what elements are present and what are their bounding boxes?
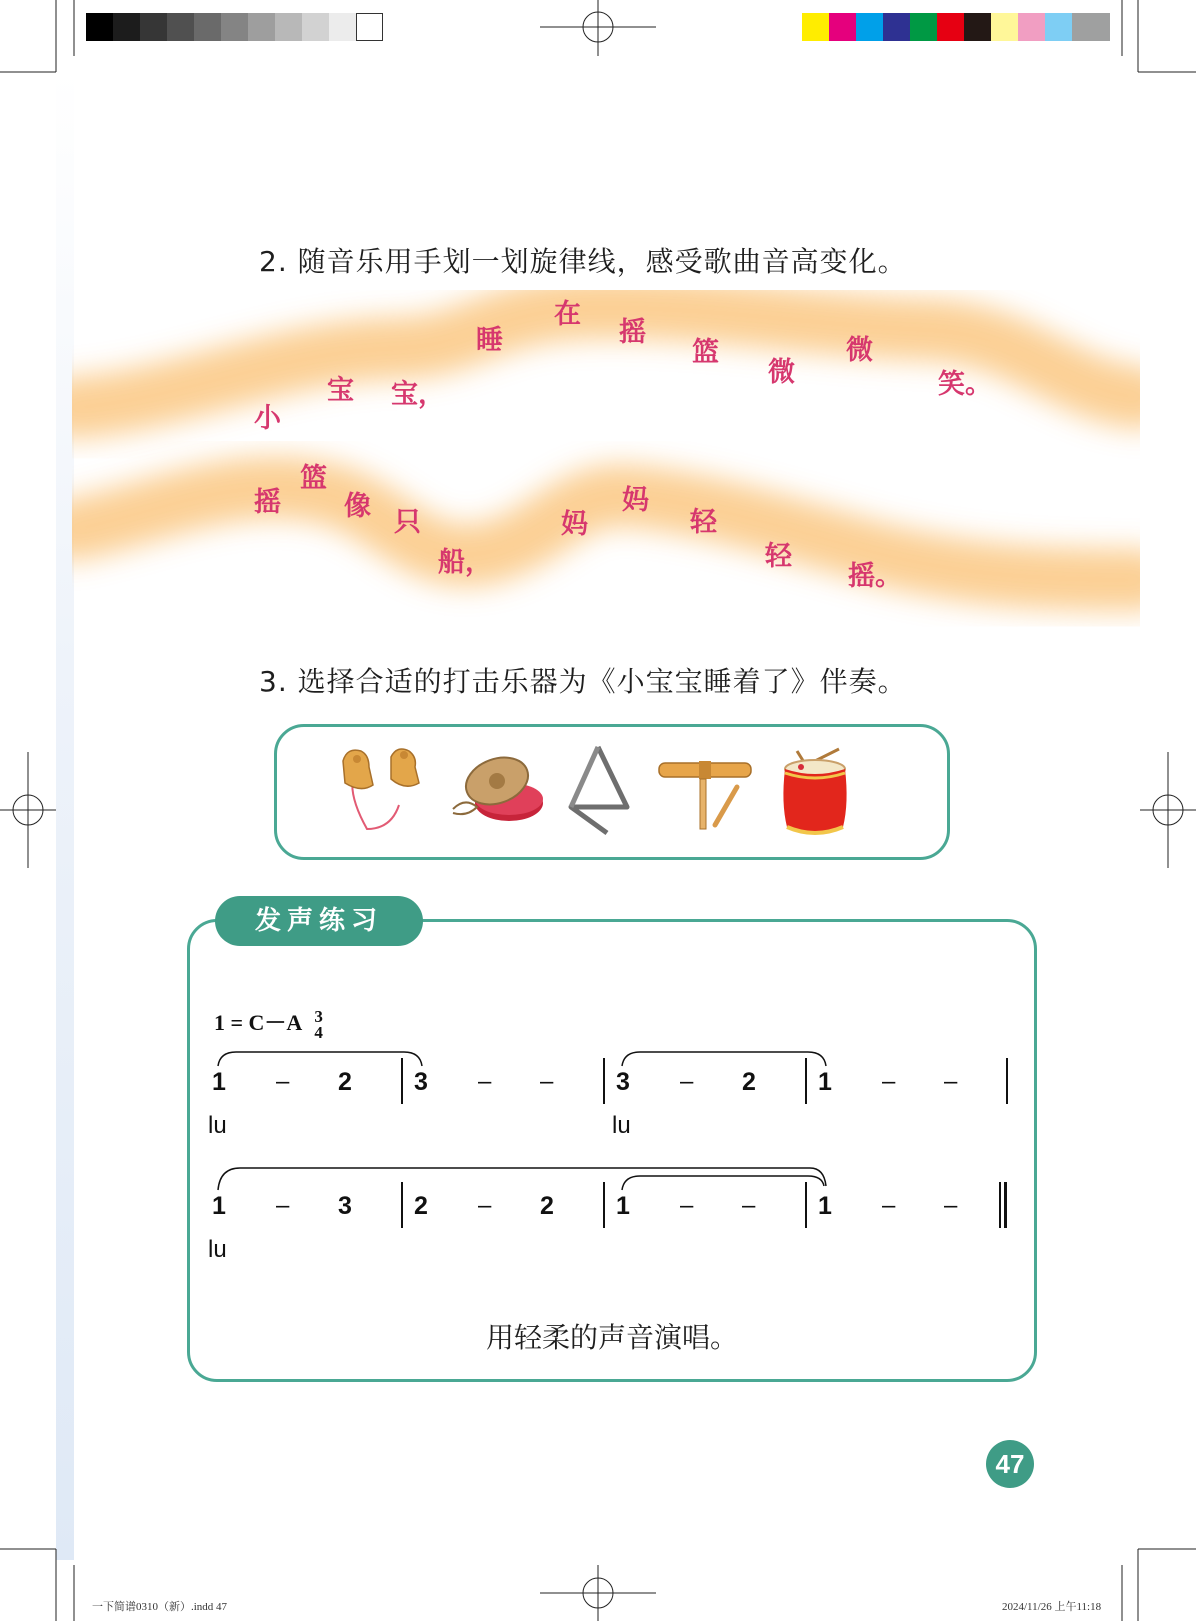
bar-line [401, 1182, 403, 1228]
note-dash: – [276, 1192, 290, 1219]
note: 2 [742, 1068, 756, 1096]
note-dash: – [944, 1192, 958, 1219]
lyric-char: 在 [554, 299, 581, 330]
note: 3 [414, 1068, 428, 1096]
lyric-char: 摇 [254, 487, 281, 518]
bar-line [603, 1058, 605, 1104]
note: 2 [414, 1192, 428, 1220]
note: 3 [616, 1068, 630, 1096]
note-dash: – [882, 1192, 896, 1219]
lyric-char: 小 [254, 403, 281, 434]
note-dash: – [540, 1068, 554, 1095]
bar-line [805, 1058, 807, 1104]
section-2-heading: 2. 随音乐用手划一划旋律线，感受歌曲音高变化。 [259, 245, 907, 278]
note-dash: – [478, 1068, 492, 1095]
lyric-char: 篮 [692, 337, 719, 368]
syllable: lu [612, 1112, 631, 1139]
bar-line [1006, 1058, 1008, 1104]
section-3-heading: 3. 选择合适的打击乐器为《小宝宝睡着了》伴奏。 [259, 665, 907, 698]
lyric-char: 妈 [622, 485, 649, 516]
lyric-char: 摇 [619, 317, 646, 348]
note-dash: – [742, 1192, 756, 1219]
note-dash: – [882, 1068, 896, 1095]
note-dash: – [680, 1068, 694, 1095]
note-dash: – [478, 1192, 492, 1219]
note-dash: – [944, 1068, 958, 1095]
syllable: lu [208, 1236, 227, 1263]
note: 1 [616, 1192, 630, 1220]
lyric-char: 笑。 [938, 369, 992, 400]
singing-instruction: 用轻柔的声音演唱。 [485, 1321, 738, 1354]
lyric-char: 宝 [327, 375, 354, 406]
note: 1 [212, 1068, 226, 1096]
note: 2 [338, 1068, 352, 1096]
lyric-char: 像 [344, 491, 371, 522]
lyric-char: 轻 [765, 541, 792, 572]
lyric-char: 微 [768, 357, 795, 388]
note: 1 [212, 1192, 226, 1220]
bar-line [603, 1182, 605, 1228]
syllable: lu [208, 1112, 227, 1139]
lyric-char: 妈 [561, 509, 588, 540]
lyric-char: 睡 [476, 325, 503, 356]
final-bar-line-thin [999, 1182, 1001, 1228]
time-bottom: 4 [314, 1022, 323, 1042]
note: 1 [818, 1192, 832, 1220]
lyric-char: 轻 [690, 507, 717, 538]
lyric-char: 摇。 [848, 561, 902, 592]
slug-file-info: 一下简谱0310（新）.indd 47 [92, 1601, 228, 1613]
note: 3 [338, 1192, 352, 1220]
final-bar-line-thick [1004, 1182, 1007, 1228]
lyric-char: 微 [846, 335, 873, 366]
page-number: 47 [986, 1440, 1034, 1488]
key-text: 1 = C－A [214, 1010, 303, 1035]
bar-line [805, 1182, 807, 1228]
bar-line [401, 1058, 403, 1104]
slug-timestamp: 2024/11/26 上午11:18 [1002, 1601, 1102, 1613]
lyric-char: 宝， [391, 379, 445, 410]
lyric-char: 篮 [300, 463, 327, 494]
lyric-char: 船， [438, 547, 492, 578]
lyric-char: 只 [394, 507, 421, 538]
note-dash: – [276, 1068, 290, 1095]
note: 1 [818, 1068, 832, 1096]
note: 2 [540, 1192, 554, 1220]
note-dash: – [680, 1192, 694, 1219]
time-top: 3 [314, 1006, 323, 1026]
vocal-practice-title: 发声练习 [215, 896, 423, 946]
